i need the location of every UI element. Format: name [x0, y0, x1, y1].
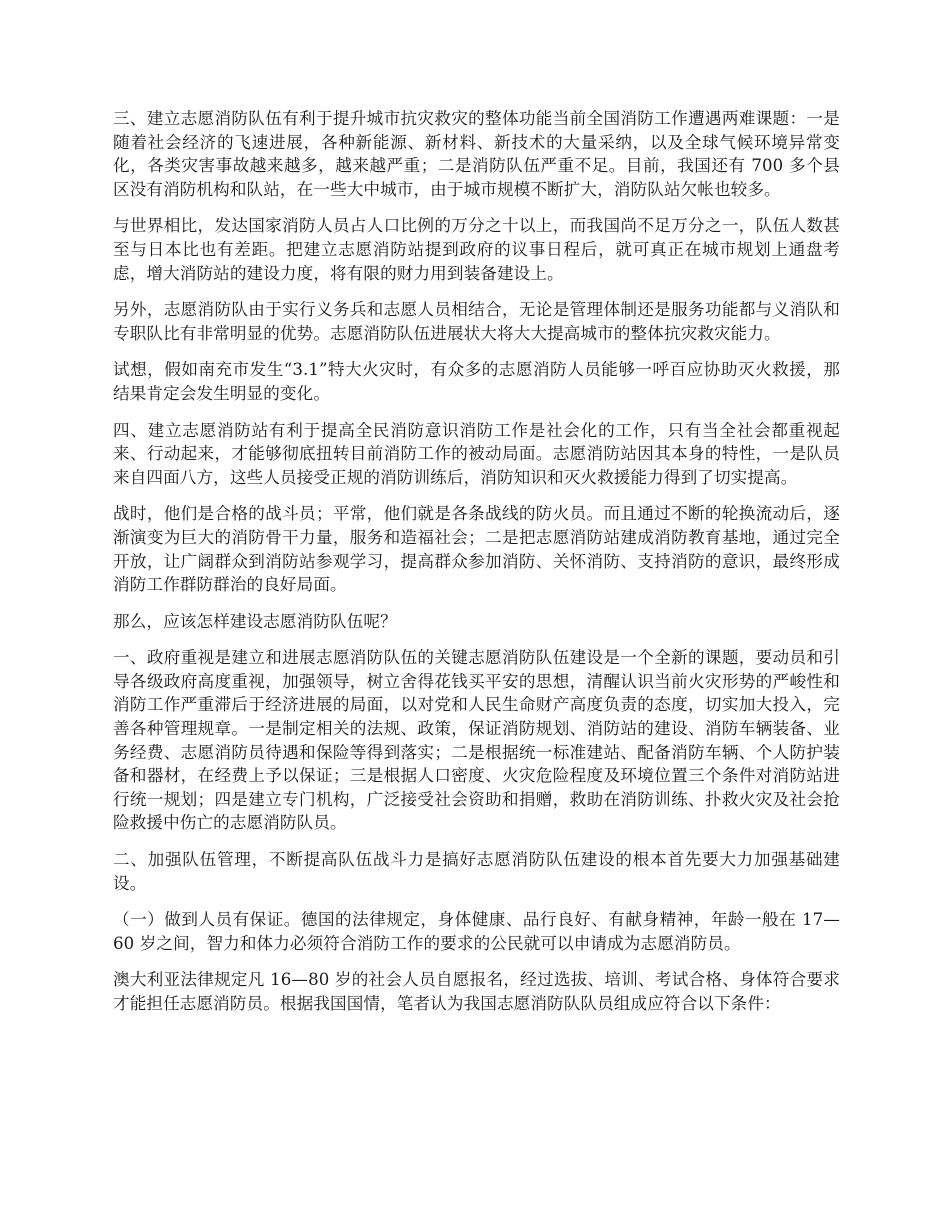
paragraph-3: 另外，志愿消防队由于实行义务兵和志愿人员相结合，无论是管理体制还是服务功能都与义消队和专职队比有非常明显的优势。志愿消防队伍进展状大将大大提高城市的整体抗灾救灾能力。 [113, 300, 840, 343]
paragraph-8: 一、政府重视是建立和进展志愿消防队伍的关键志愿消防队伍建设是一个全新的课题，要动员和引导各级政府高度重视，加强领导，树立舍得花钱买平安的思想，清醒认识当前火灾形势的严峻性和消防工作严重滞后于经济进展的局面，以对党和人民生命财产高度负责的态度，切实加大投入，完善各种管理规章。一是制定相关的法规、政策，保证消防规划、消防站的建设、消防车辆装备、业务经费、志愿消防员待遇和保险等得到落实；二是根据统一标准建站、配备消防车辆、个人防护装备和器材，在经费上予以保证；三是根据人口密度、火灾危险程度及环境位置三个条件对消防站进行统一规划；四是建立专门机构，广泛接受社会资助和捐赠，救助在消防训练、扑救火灾及社会抢险救援中伤亡的志愿消防队员。 [113, 648, 840, 833]
paragraph-6: 战时，他们是合格的战斗员；平常，他们就是各条战线的防火员。而且通过不断的轮换流动后，逐渐演变为巨大的消防骨干力量，服务和造福社会；二是把志愿消防站建成消防教育基地，通过完全开放，让广阔群众到消防站参观学习，提高群众参加消防、关怀消防、支持消防的意识，最终形成消防工作群防群治的良好局面。 [113, 504, 840, 595]
paragraph-5: 四、建立志愿消防站有利于提高全民消防意识消防工作是社会化的工作，只有当全社会都重视起来、行动起来，才能够彻底扭转目前消防工作的被动局面。志愿消防站因其本身的特性，一是队员来自四面八方，这些人员接受正规的消防训练后，消防知识和灭火救援能力得到了切实提高。 [113, 420, 840, 487]
paragraph-10: （一）做到人员有保证。德国的法律规定，身体健康、品行良好、有献身精神，年龄一般在 17—60 岁之间，智力和体力必须符合消防工作的要求的公民就可以申请成为志愿消防员。 [113, 910, 840, 953]
paragraph-9: 二、加强队伍管理，不断提高队伍战斗力是搞好志愿消防队伍建设的根本首先要大力加强基础建设。 [113, 850, 840, 893]
paragraph-11: 澳大利亚法律规定凡 16—80 岁的社会人员自愿报名，经过选拔、培训、考试合格、身体符合要求才能担任志愿消防员。根据我国国情，笔者认为我国志愿消防队队员组成应符合以下条件： [113, 970, 840, 1013]
paragraph-7: 那么，应该怎样建设志愿消防队伍呢？ [113, 611, 397, 631]
paragraph-1: 三、建立志愿消防队伍有利于提升城市抗灾救灾的整体功能当前全国消防工作遭遇两难课题：一是随着社会经济的飞速进展，各种新能源、新材料、新技术的大量采纳，以及全球气候环境异常变化，各类灾害事故越来越多，越来越严重；二是消防队伍严重不足。目前，我国还有 700 多个县区没有消防机构和队站，在一些大中城市，由于城市规模不断扩大，消防队站欠帐也较多。 [113, 109, 840, 199]
paragraph-4: 试想，假如南充市发生“3.1”特大火灾时，有众多的志愿消防人员能够一呼百应协助灭火救援，那结果肯定会发生明显的变化。 [113, 360, 840, 403]
paragraph-2: 与世界相比，发达国家消防人员占人口比例的万分之十以上，而我国尚不足万分之一，队伍人数甚至与日本比也有差距。把建立志愿消防站提到政府的议事日程后，就可真正在城市规划上通盘考虑，增大消防站的建设力度，将有限的财力用到装备建设上。 [113, 216, 840, 283]
document-body [113, 107, 840, 1029]
